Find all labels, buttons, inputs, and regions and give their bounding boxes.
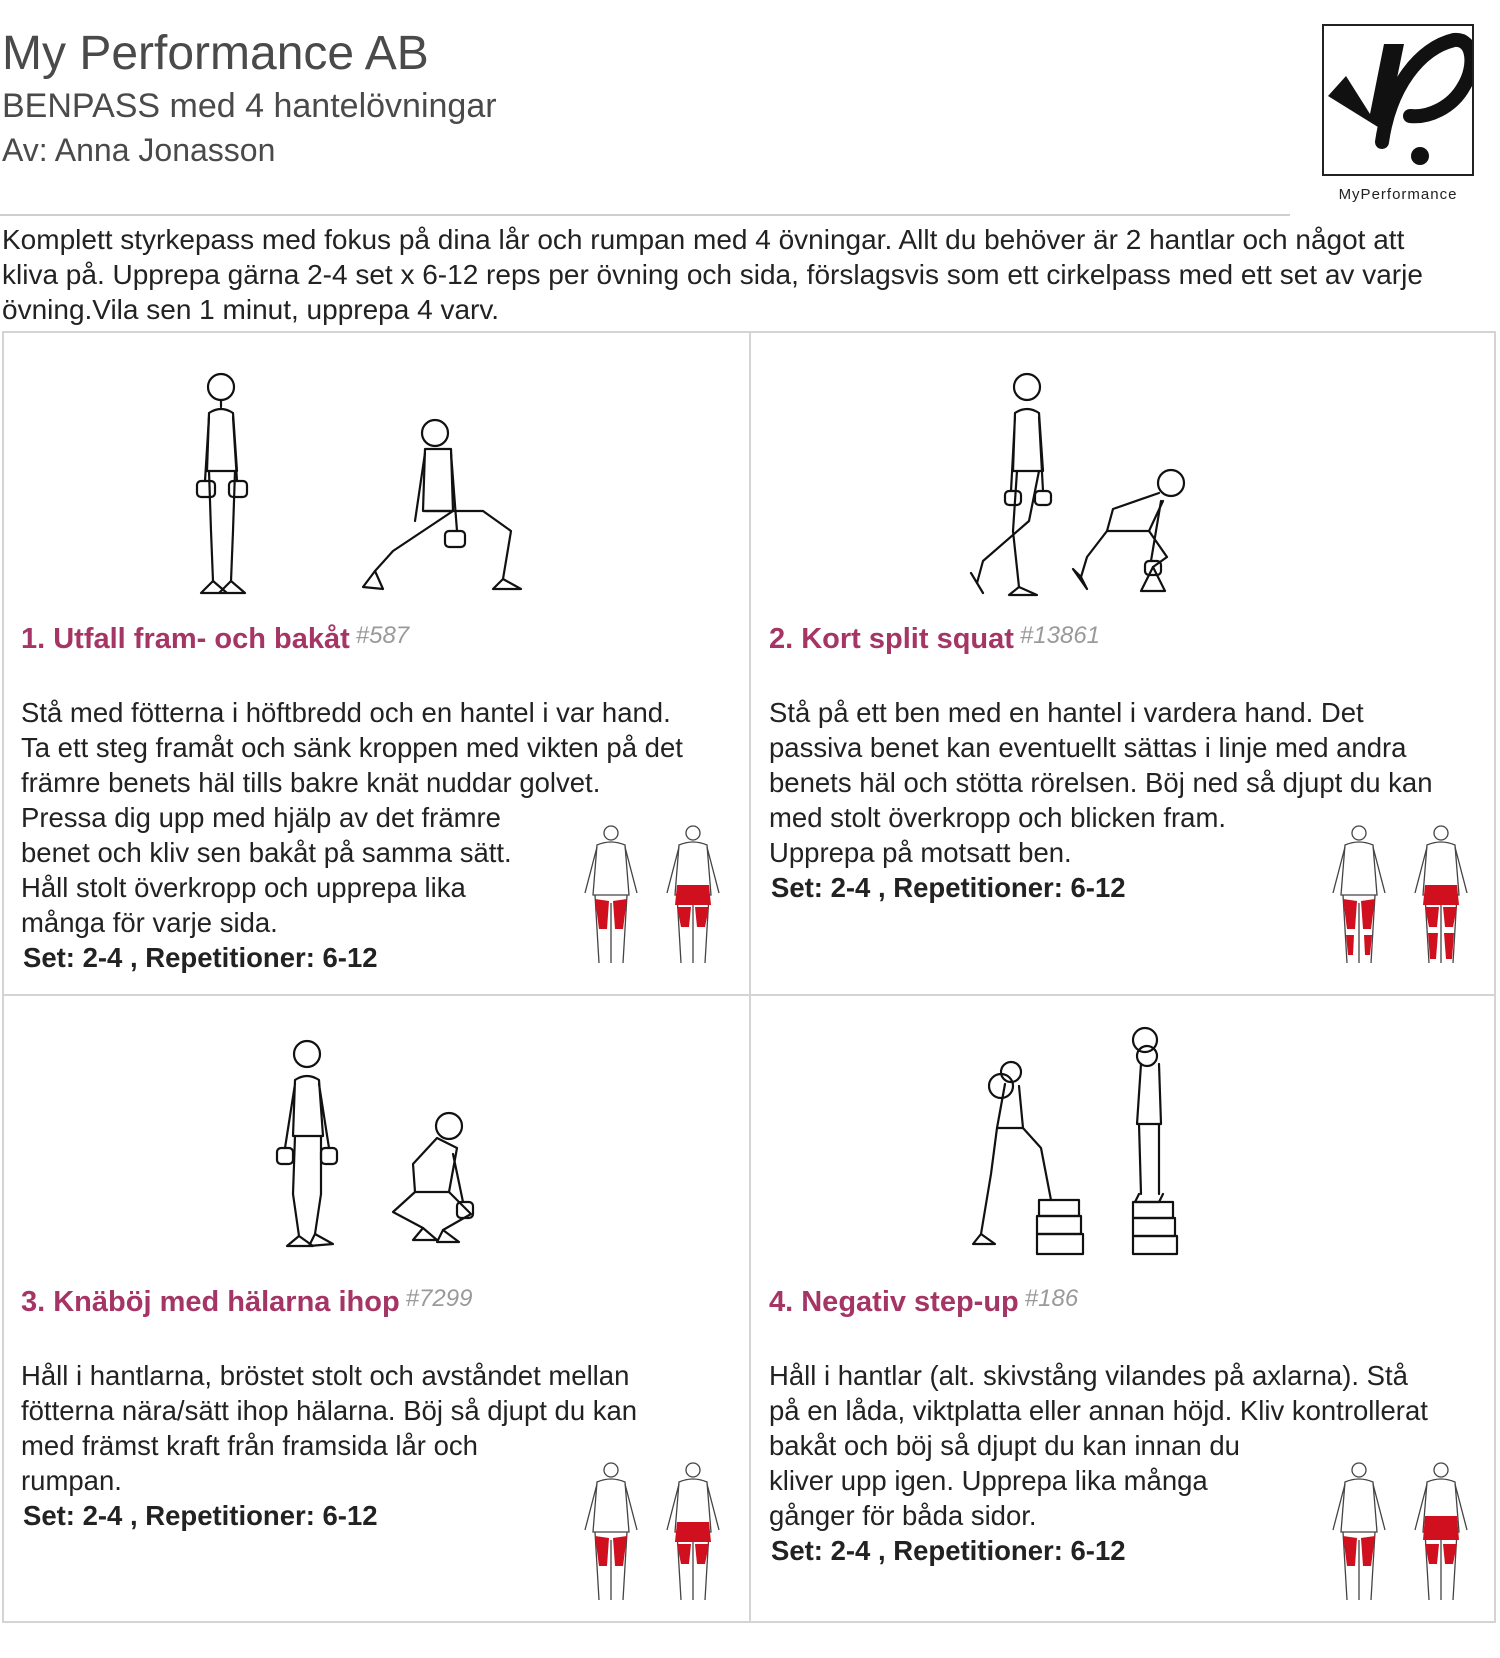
description-line: Ta ett steg framåt och sänk kroppen med vikten på det: [21, 732, 683, 763]
description-line: med främst kraft från framsida lår och: [21, 1430, 478, 1461]
muscle-map: [573, 823, 733, 973]
logo-mark: [1322, 24, 1474, 176]
exercise-name: 4. Negativ step-up: [769, 1286, 1019, 1318]
exercise-description: [21, 1358, 637, 1533]
exercise-sets: Set: 2-4 , Repetitioner: 6-12: [23, 1500, 378, 1531]
exercise-number: #186: [1024, 1285, 1079, 1312]
muscle-map: [573, 1460, 733, 1610]
description-line: kliver upp igen. Upprepa lika många: [769, 1465, 1208, 1496]
logo-text: MyPerformance: [1338, 186, 1458, 203]
exercise-card-3: [3, 996, 749, 1658]
exercise-number: #587: [355, 622, 410, 649]
description-line: främre benets häl tills bakre knät nuddar golvet.: [21, 767, 601, 798]
description-line: många för varje sida.: [21, 907, 278, 938]
description-line: fötterna nära/sätt ihop hälarna. Böj så djupt du kan: [21, 1395, 638, 1426]
intro-line: Komplett styrkepass med fokus på dina lår och rumpan med 4 övningar. Allt du behöver är 2 hantlar och något att: [2, 224, 1405, 255]
exercise-name: 2. Kort split squat: [769, 623, 1014, 655]
description-line: benets häl och stötta rörelsen. Böj ned så djupt du kan: [769, 767, 1433, 798]
exercise-illustration: [153, 361, 613, 601]
description-line: rumpan.: [21, 1465, 122, 1496]
exercise-title: [21, 1286, 472, 1319]
intro-line: övning.Vila sen 1 minut, upprepa 4 varv.: [2, 294, 500, 325]
muscle-front-icon: [1333, 1463, 1385, 1600]
exercise-sets: Set: 2-4 , Repetitioner: 6-12: [771, 872, 1126, 903]
description-line: Upprepa på motsatt ben.: [769, 837, 1072, 868]
exercise-number: #13861: [1019, 622, 1101, 649]
description-line: bakåt och böj så djupt du kan innan du: [769, 1430, 1240, 1461]
exercise-card-1: [3, 333, 749, 995]
company-name: My Performance AB: [2, 27, 429, 80]
exercise-sets: Set: 2-4 , Repetitioner: 6-12: [771, 1535, 1126, 1566]
description-line: passiva benet kan eventuellt sättas i linje med andra: [769, 732, 1407, 763]
muscle-map: [1321, 1460, 1481, 1610]
exercise-card-2: [751, 333, 1497, 995]
description-line: benet och kliv sen bakåt på samma sätt.: [21, 837, 512, 868]
exercise-card-4: [751, 996, 1497, 1658]
exercise-title: [769, 623, 1100, 656]
exercise-name: 3. Knäböj med hälarna ihop: [21, 1286, 400, 1318]
muscle-front-icon: [585, 826, 637, 963]
description-line: gånger för båda sidor.: [769, 1500, 1037, 1531]
exercise-illustration: [901, 361, 1361, 601]
header-divider: [0, 214, 1290, 216]
author: Av: Anna Jonasson: [2, 132, 276, 168]
description-line: Håll i hantlarna, bröstet stolt och avståndet mellan: [21, 1360, 630, 1391]
exercise-name: 1. Utfall fram- och bakåt: [21, 623, 350, 655]
muscle-front-icon: [585, 1463, 637, 1600]
description-line: Håll stolt överkropp och upprepa lika: [21, 872, 466, 903]
description-line: Håll i hantlar (alt. skivstång vilandes på axlarna). Stå: [769, 1360, 1408, 1391]
muscle-front-icon: [1333, 826, 1385, 963]
intro-line: kliva på. Upprepa gärna 2-4 set x 6-12 reps per övning och sida, förslagsvis som ett cirkelpass med ett set av varje: [2, 259, 1423, 290]
intro-text: [2, 222, 1496, 327]
description-line: Pressa dig upp med hjälp av det främre: [21, 802, 501, 833]
exercise-number: #7299: [405, 1285, 473, 1312]
description-line: Stå på ett ben med en hantel i vardera hand. Det: [769, 697, 1364, 728]
muscle-map: [1321, 823, 1481, 973]
description-line: med stolt överkropp och blicken fram.: [769, 802, 1226, 833]
workout-title: BENPASS med 4 hantelövningar: [2, 87, 497, 125]
exercise-title: [769, 1286, 1078, 1319]
exercise-title: [21, 623, 409, 656]
exercise-sets: Set: 2-4 , Repetitioner: 6-12: [23, 942, 378, 973]
description-line: Stå med fötterna i höftbredd och en hantel i var hand.: [21, 697, 671, 728]
exercise-illustration: [153, 1024, 613, 1264]
description-line: på en låda, viktplatta eller annan höjd. Kliv kontrollerat: [769, 1395, 1428, 1426]
exercise-illustration: [901, 1024, 1361, 1264]
